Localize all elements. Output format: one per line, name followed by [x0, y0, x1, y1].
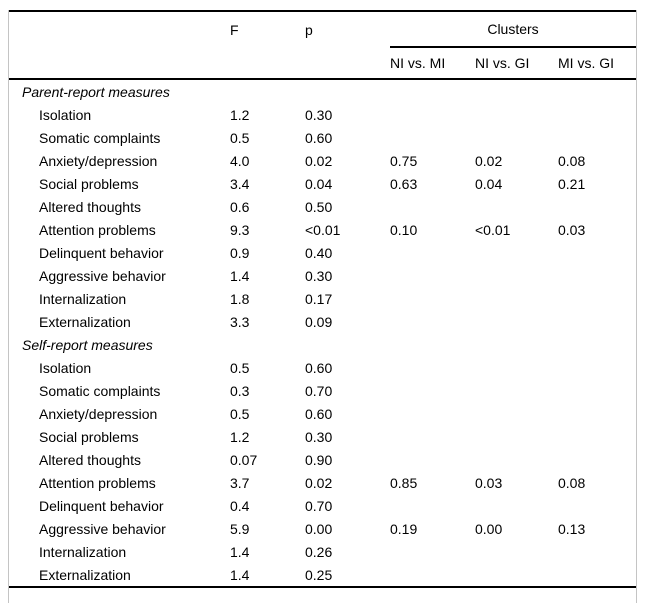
cell-ni-vs-gi: [475, 356, 558, 379]
cell-ni-vs-gi: [475, 103, 558, 126]
measure-label: Internalization: [39, 290, 127, 307]
cell-ni-vs-mi: [390, 494, 475, 517]
cell-p: 0.70: [305, 497, 333, 514]
cell-p: 0.09: [305, 313, 333, 330]
table-row: [9, 126, 636, 149]
cell-ni-vs-mi: [390, 563, 475, 587]
cell-f: 1.4: [230, 543, 250, 560]
cell-ni-vs-gi: 0.03: [475, 474, 503, 491]
measure-label: Isolation: [39, 106, 92, 123]
section-title: Self-report measures: [22, 336, 153, 353]
measure-label: Internalization: [39, 543, 127, 560]
cell-p: 0.30: [305, 428, 333, 445]
table-row: [9, 517, 636, 540]
cell-f: 0.3: [230, 382, 250, 399]
column-header-clusters: Clusters: [390, 11, 636, 47]
cell-f: 0.9: [230, 244, 250, 261]
table-row: [9, 494, 636, 517]
table-row: [9, 149, 636, 172]
cell-mi-vs-gi: [558, 540, 636, 563]
cell-f: 0.4: [230, 497, 250, 514]
label-column-header: [9, 11, 230, 47]
cell-ni-vs-gi: [475, 241, 558, 264]
cell-mi-vs-gi: 0.03: [558, 221, 586, 238]
cell-ni-vs-mi: [390, 264, 475, 287]
table-row: [9, 563, 636, 587]
cell-mi-vs-gi: 0.21: [558, 175, 586, 192]
cell-ni-vs-mi: [390, 195, 475, 218]
cell-mi-vs-gi: [558, 425, 636, 448]
cell-ni-vs-mi: [390, 448, 475, 471]
cell-f: 1.4: [230, 566, 250, 583]
cell-f: 1.8: [230, 290, 250, 307]
table-row: [9, 540, 636, 563]
measure-label: Altered thoughts: [39, 198, 141, 215]
measure-label: Anxiety/depression: [39, 152, 158, 169]
section-row: [9, 333, 636, 356]
cell-f: 3.7: [230, 474, 250, 491]
header-row-subcolumns: [9, 47, 636, 79]
column-header-p: p: [305, 21, 313, 38]
cell-ni-vs-gi: [475, 402, 558, 425]
table-row: [9, 356, 636, 379]
cell-f: 0.5: [230, 129, 250, 146]
cell-ni-vs-mi: [390, 402, 475, 425]
cell-mi-vs-gi: [558, 402, 636, 425]
cell-p: 0.30: [305, 106, 333, 123]
cell-ni-vs-mi: [390, 103, 475, 126]
cell-ni-vs-gi: 0.02: [475, 152, 503, 169]
cell-mi-vs-gi: [558, 356, 636, 379]
cell-p: 0.04: [305, 175, 333, 192]
cell-mi-vs-gi: [558, 310, 636, 333]
table-row: [9, 241, 636, 264]
table-row: [9, 218, 636, 241]
cell-p: 0.02: [305, 474, 333, 491]
empty-header-cell: [9, 47, 230, 79]
cell-mi-vs-gi: [558, 241, 636, 264]
column-header-ni-vs-mi: NI vs. MI: [390, 55, 446, 71]
cell-mi-vs-gi: 0.08: [558, 152, 586, 169]
cell-ni-vs-mi: [390, 425, 475, 448]
cell-p: 0.25: [305, 566, 333, 583]
measure-label: Anxiety/depression: [39, 405, 158, 422]
column-header-f: F: [230, 21, 239, 38]
cell-ni-vs-gi: [475, 494, 558, 517]
cell-ni-vs-mi: [390, 379, 475, 402]
cell-ni-vs-gi: [475, 563, 558, 587]
cell-p: 0.90: [305, 451, 333, 468]
cell-mi-vs-gi: [558, 126, 636, 149]
empty-header-cell: [230, 47, 305, 79]
cell-ni-vs-gi: [475, 310, 558, 333]
measure-label: Delinquent behavior: [39, 244, 164, 261]
column-header-ni-vs-gi: NI vs. GI: [475, 55, 530, 71]
measure-label: Attention problems: [39, 474, 156, 491]
table-row: [9, 425, 636, 448]
cell-f: 1.2: [230, 428, 250, 445]
cell-ni-vs-gi: 0.00: [475, 520, 503, 537]
cell-f: 0.5: [230, 405, 250, 422]
measure-label: Aggressive behavior: [39, 267, 166, 284]
cell-ni-vs-gi: [475, 195, 558, 218]
section-row: [9, 79, 636, 103]
cell-ni-vs-mi: [390, 540, 475, 563]
table-row: [9, 448, 636, 471]
cell-ni-vs-mi: 0.10: [390, 221, 418, 238]
measure-label: Aggressive behavior: [39, 520, 166, 537]
table-row: [9, 103, 636, 126]
table-row: [9, 264, 636, 287]
cell-ni-vs-mi: [390, 287, 475, 310]
cell-p: 0.60: [305, 405, 333, 422]
measure-label: Social problems: [39, 175, 139, 192]
cell-f: 1.2: [230, 106, 250, 123]
cell-mi-vs-gi: [558, 494, 636, 517]
cell-ni-vs-gi: 0.04: [475, 175, 503, 192]
cell-mi-vs-gi: 0.13: [558, 520, 586, 537]
cell-p: <0.01: [305, 221, 341, 238]
cell-ni-vs-mi: [390, 356, 475, 379]
cell-ni-vs-gi: [475, 379, 558, 402]
measure-label: Somatic complaints: [39, 129, 161, 146]
cell-mi-vs-gi: [558, 287, 636, 310]
table-row: [9, 287, 636, 310]
measure-label: Attention problems: [39, 221, 156, 238]
cell-ni-vs-mi: 0.63: [390, 175, 418, 192]
cell-f: 0.6: [230, 198, 250, 215]
cell-mi-vs-gi: [558, 563, 636, 587]
cell-p: 0.60: [305, 359, 333, 376]
cell-f: 0.5: [230, 359, 250, 376]
cell-f: 5.9: [230, 520, 250, 537]
measure-label: Altered thoughts: [39, 451, 141, 468]
cell-p: 0.17: [305, 290, 333, 307]
cell-f: 3.3: [230, 313, 250, 330]
measure-label: Externalization: [39, 313, 131, 330]
cell-ni-vs-gi: <0.01: [475, 221, 511, 238]
cell-p: 0.00: [305, 520, 333, 537]
cell-f: 9.3: [230, 221, 250, 238]
cell-mi-vs-gi: [558, 448, 636, 471]
cell-p: 0.70: [305, 382, 333, 399]
header-row-top: [9, 11, 636, 47]
cell-f: 0.07: [230, 451, 258, 468]
empty-header-cell: [305, 47, 390, 79]
cell-f: 3.4: [230, 175, 250, 192]
cell-ni-vs-mi: [390, 126, 475, 149]
table-row: [9, 195, 636, 218]
cell-ni-vs-gi: [475, 448, 558, 471]
cell-p: 0.26: [305, 543, 333, 560]
cell-p: 0.30: [305, 267, 333, 284]
table-row: [9, 310, 636, 333]
cell-ni-vs-mi: 0.75: [390, 152, 418, 169]
cell-p: 0.60: [305, 129, 333, 146]
cell-ni-vs-gi: [475, 425, 558, 448]
table-row: [9, 402, 636, 425]
cell-mi-vs-gi: [558, 264, 636, 287]
cell-f: 4.0: [230, 152, 250, 169]
cell-ni-vs-mi: 0.19: [390, 520, 418, 537]
measure-label: Externalization: [39, 566, 131, 583]
cell-p: 0.50: [305, 198, 333, 215]
table-header: [9, 11, 636, 79]
cell-ni-vs-gi: [475, 126, 558, 149]
cell-p: 0.40: [305, 244, 333, 261]
cell-ni-vs-mi: 0.85: [390, 474, 418, 491]
cell-p: 0.02: [305, 152, 333, 169]
measure-label: Somatic complaints: [39, 382, 161, 399]
cell-mi-vs-gi: [558, 103, 636, 126]
section-title: Parent-report measures: [22, 83, 170, 100]
cell-ni-vs-gi: [475, 540, 558, 563]
measure-label: Isolation: [39, 359, 92, 376]
table-row: [9, 379, 636, 402]
column-header-mi-vs-gi: MI vs. GI: [558, 55, 614, 71]
anova-comparison-table: [9, 10, 636, 588]
cell-f: 1.4: [230, 267, 250, 284]
measure-label: Delinquent behavior: [39, 497, 164, 514]
cell-ni-vs-mi: [390, 310, 475, 333]
cell-mi-vs-gi: 0.08: [558, 474, 586, 491]
cell-ni-vs-mi: [390, 241, 475, 264]
table-frame: [8, 10, 637, 603]
cell-mi-vs-gi: [558, 195, 636, 218]
table-body: [9, 79, 636, 587]
measure-label: Social problems: [39, 428, 139, 445]
cell-mi-vs-gi: [558, 379, 636, 402]
table-row: [9, 172, 636, 195]
cell-ni-vs-gi: [475, 287, 558, 310]
table-row: [9, 471, 636, 494]
cell-ni-vs-gi: [475, 264, 558, 287]
